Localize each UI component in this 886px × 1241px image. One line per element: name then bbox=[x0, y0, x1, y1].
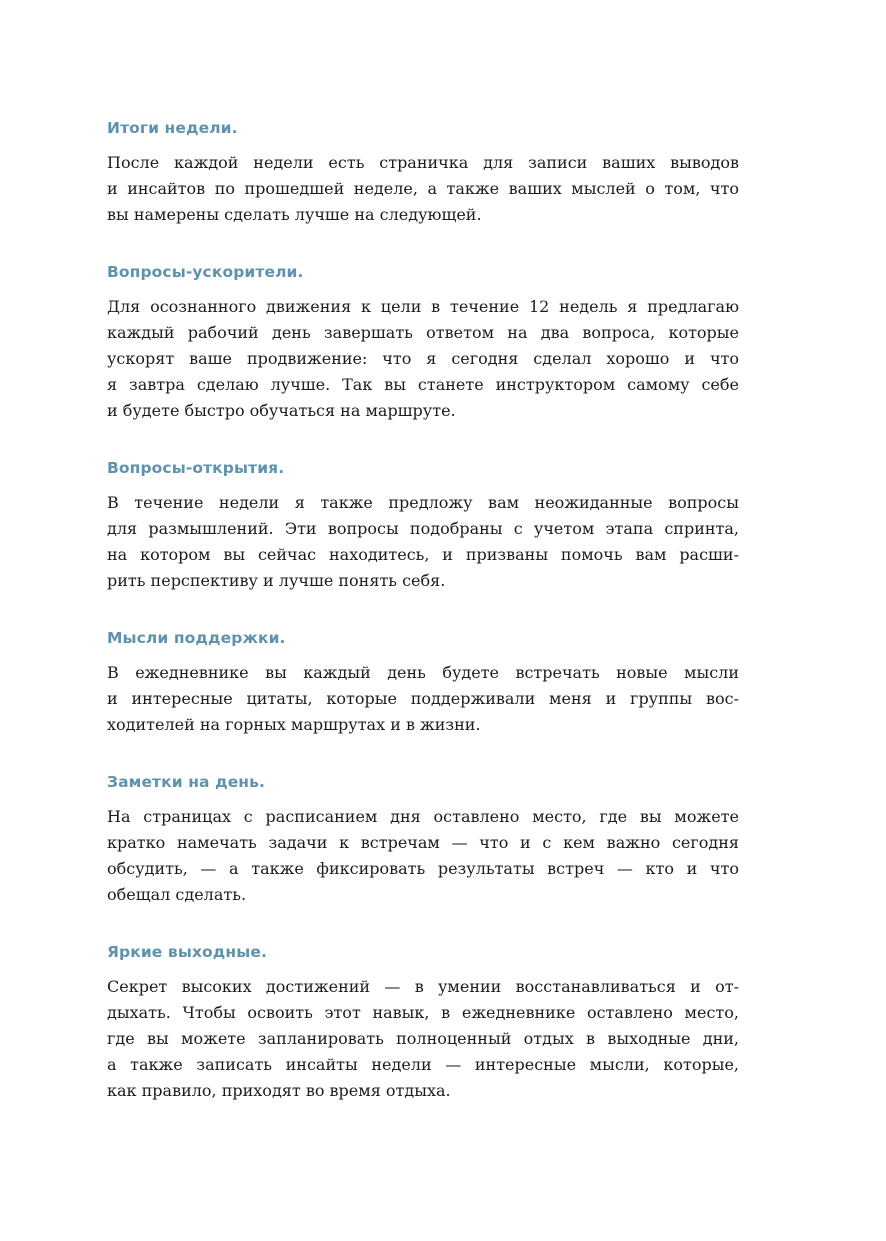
paragraph-line: Секрет высоких достижений — в умении восстанавливаться и от- bbox=[107, 977, 739, 996]
paragraph-line: обещал сделать. bbox=[107, 885, 247, 904]
paragraph-line: дыхать. Чтобы освоить этот навык, в ежедневнике оставлено место, bbox=[107, 1003, 739, 1022]
section-heading: Вопросы-ускорители. bbox=[107, 263, 304, 281]
section-accelerator-questions bbox=[107, 260, 739, 424]
page-content bbox=[107, 116, 739, 1104]
section-heading: Заметки на день. bbox=[107, 773, 266, 791]
section-heading: Вопросы-открытия. bbox=[107, 459, 285, 477]
paragraph-line: где вы можете запланировать полноценный отдых в выходные дни, bbox=[107, 1029, 739, 1048]
paragraph-line: и инсайтов по прошедшей неделе, а также ваших мыслей о том, что bbox=[107, 179, 739, 198]
paragraph-line: На страницах с расписанием дня оставлено место, где вы можете bbox=[107, 807, 739, 826]
section-daily-notes bbox=[107, 770, 739, 908]
paragraph-line: В течение недели я также предложу вам неожиданные вопросы bbox=[107, 493, 739, 512]
paragraph-line: Для осознанного движения к цели в течение 12 недель я предлагаю bbox=[107, 297, 739, 316]
paragraph-line: обсудить, — а также фиксировать результаты встреч — кто и что bbox=[107, 859, 739, 878]
paragraph-line: В ежедневнике вы каждый день будете встречать новые мысли bbox=[107, 663, 739, 682]
paragraph-line: каждый рабочий день завершать ответом на два вопроса, которые bbox=[107, 323, 739, 342]
paragraph-line: а также записать инсайты недели — интересные мысли, которые, bbox=[107, 1055, 739, 1074]
paragraph-line: рить перспективу и лучше понять себя. bbox=[107, 571, 446, 590]
section-heading: Яркие выходные. bbox=[107, 943, 267, 961]
paragraph-line: я завтра сделаю лучше. Так вы станете инструктором самому себе bbox=[107, 375, 739, 394]
section-bright-weekends bbox=[107, 940, 739, 1104]
paragraph-line: для размышлений. Эти вопросы подобраны с учетом этапа спринта, bbox=[107, 519, 739, 538]
section-support-thoughts bbox=[107, 626, 739, 738]
paragraph-line: ходителей на горных маршрутах и в жизни. bbox=[107, 715, 481, 734]
section-heading: Итоги недели. bbox=[107, 119, 238, 137]
paragraph-line: кратко намечать задачи к встречам — что и с кем важно сегодня bbox=[107, 833, 739, 852]
paragraph-line: вы намерены сделать лучше на следующей. bbox=[107, 205, 482, 224]
section-discovery-questions bbox=[107, 456, 739, 594]
paragraph-line: и интересные цитаты, которые поддерживали меня и группы вос- bbox=[107, 689, 739, 708]
section-heading: Мысли поддержки. bbox=[107, 629, 286, 647]
paragraph-line: После каждой недели есть страничка для записи ваших выводов bbox=[107, 153, 739, 172]
paragraph-line: как правило, приходят во время отдыха. bbox=[107, 1081, 451, 1100]
paragraph-line: на котором вы сейчас находитесь, и призваны помочь вам расши- bbox=[107, 545, 739, 564]
paragraph-line: и будете быстро обучаться на маршруте. bbox=[107, 401, 456, 420]
section-weekly-summary bbox=[107, 116, 739, 228]
paragraph-line: ускорят ваше продвижение: что я сегодня сделал хорошо и что bbox=[107, 349, 739, 368]
